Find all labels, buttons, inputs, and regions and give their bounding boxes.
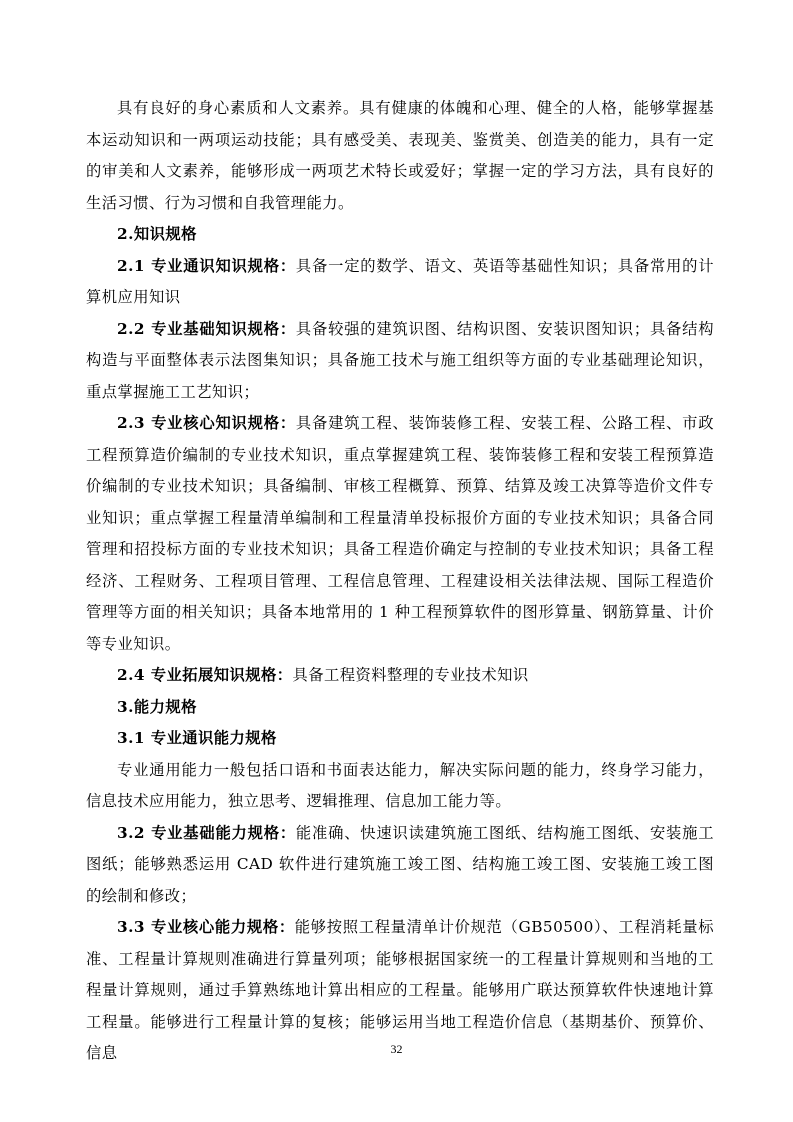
- paragraph-text: 具备较强的建筑识图、结构识图、安装识图知识；具备结构构造与平面整体表示法图集知识；具备施工技术与施工组织等方面的专业基础理论知识，重点掌握施工工艺知识；: [86, 319, 714, 401]
- heading-ability-spec: [86, 692, 714, 724]
- paragraph-text: 具备建筑工程、装饰装修工程、安装工程、公路工程、市政工程预算造价编制的专业技术知识，重点掌握建筑工程、装饰装修工程和安装工程预算造价编制的专业技术知识；具备编制、审核工程概算、预算、结算及竣工决算等造价文件专业知识；重点掌握工程量清单编制和工程量清单投标报价方面的专业技术知识；具备合同管理和招投标方面的专业技术知识；具备工程造价确定与控制的专业技术知识；具备工程经济、工程财务、工程项目管理、工程信息管理、工程建设相关法律法规、国际工程造价管理等方面的相关知识；具备本地常用的 1 种工程预算软件的图形算量、钢筋算量、计价等专业知识。: [86, 414, 714, 653]
- paragraph-2-1: [86, 251, 714, 314]
- paragraph-literacy: [86, 93, 714, 219]
- paragraph-lead: 2.1 专业通识知识规格：: [117, 256, 296, 275]
- paragraph-lead: 2.3 专业核心知识规格：: [117, 414, 296, 432]
- paragraph-2-4: [86, 660, 714, 692]
- paragraph-2-2: [86, 314, 714, 409]
- paragraph-text: 能准确、快速识读建筑施工图纸、结构施工图纸、安装施工图纸；能够熟悉运用 CAD 软件进行建筑施工竣工图、结构施工竣工图、安装施工竣工图的绘制和修改；: [86, 823, 714, 905]
- paragraph-text: 能够按照工程量清单计价规范（GB50500）、工程消耗量标准、工程量计算规则准确进行算量列项；能够根据国家统一的工程量计算规则和当地的工程量计算规则，通过手算熟练地计算出相应的工程量。能够用广联达预算软件快速地计算工程量。能够进行工程量计算的复核；能够运用当地工程造价信息（基期基价、预算价、信息: [86, 918, 714, 1062]
- paragraph-text: 具备工程资料整理的专业技术知识: [292, 666, 529, 684]
- section-heading: 3.能力规格: [117, 697, 197, 716]
- paragraph-text: 专业通用能力一般包括口语和书面表达能力，解决实际问题的能力，终身学习能力，信息技术应用能力，独立思考、逻辑推理、信息加工能力等。: [86, 760, 714, 810]
- section-heading: 2.知识规格: [117, 225, 197, 243]
- paragraph-text: 具有良好的身心素质和人文素养。具有健康的体魄和心理、健全的人格，能够掌握基本运动知识和一两项运动技能；具有感受美、表现美、鉴赏美、创造美的能力，具有一定的审美和人文素养，能够形成一两项艺术特长或爱好；掌握一定的学习方法，具有良好的生活习惯、行为习惯和自我管理能力。: [86, 99, 714, 212]
- subsection-heading: 3.1 专业通识能力规格: [117, 729, 277, 747]
- heading-3-1: [86, 723, 714, 755]
- body-text: [86, 93, 714, 1070]
- page-number: 32: [390, 1042, 403, 1056]
- paragraph-3-2: [86, 818, 714, 913]
- paragraph-lead: 2.2 专业基础知识规格：: [117, 319, 296, 338]
- paragraph-text: 具备一定的数学、语文、英语等基础性知识；具备常用的计算机应用知识: [86, 256, 714, 306]
- paragraph-lead: 3.3 专业核心能力规格：: [117, 918, 295, 936]
- paragraph-lead: 2.4 专业拓展知识规格：: [117, 666, 293, 684]
- paragraph-lead: 3.2 专业基础能力规格：: [117, 823, 296, 842]
- paragraph-2-3: [86, 408, 714, 660]
- heading-knowledge-spec: [86, 219, 714, 251]
- paragraph-general-ability: [86, 755, 714, 818]
